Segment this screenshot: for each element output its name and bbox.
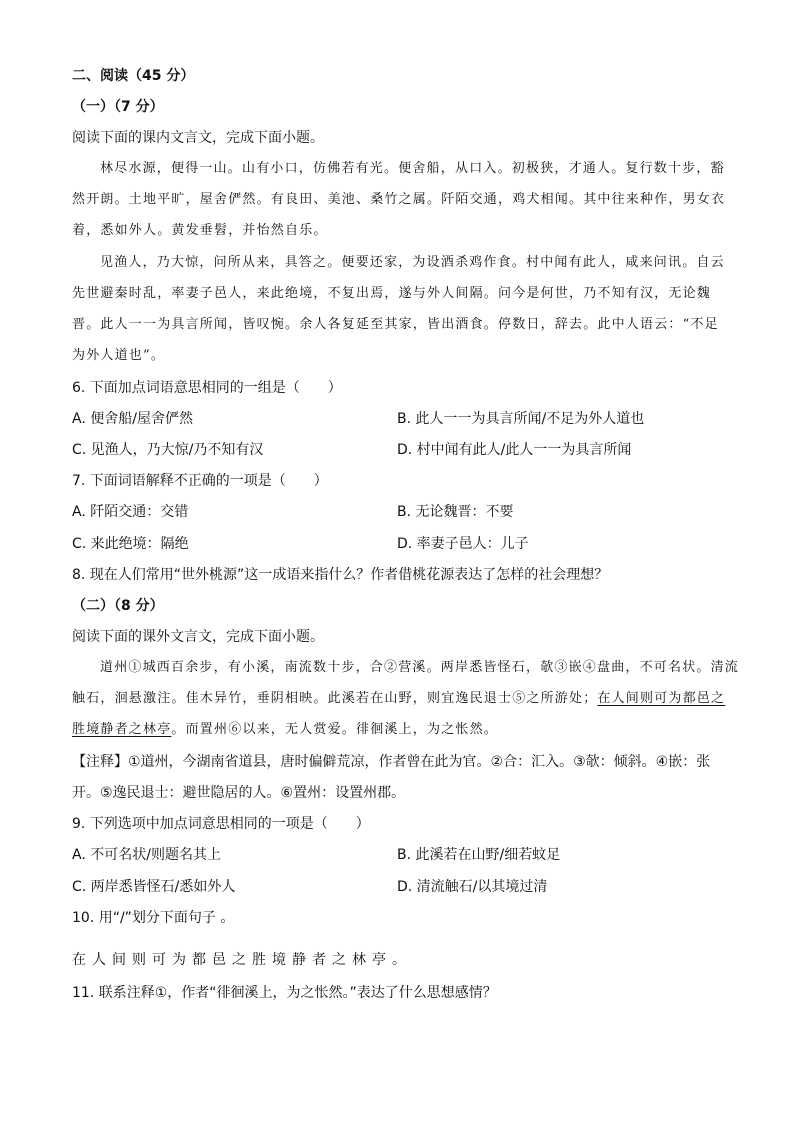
- passage1-line: 着，悉如外人。黄发垂髫，并怡然自乐。: [72, 223, 328, 238]
- part2-heading: （二）（8 分）: [72, 598, 164, 614]
- passage1-line: 为外人道也”。: [72, 348, 166, 363]
- passage1-line: 林尽水源，便得一山。山有小口，仿佛若有光。便舍船，从口入。初极狭，才通人。复行数十步，豁: [100, 161, 725, 176]
- question-8-stem: 8. 现在人们常用“世外桃源”这一成语来指什么？作者借桃花源表达了怎样的社会理想？: [72, 567, 609, 583]
- part1-instruction: 阅读下面的课内文言文，完成下面小题。: [72, 130, 324, 146]
- passage1-line: 晋。此人一一为具言所闻，皆叹惋。余人各复延至其家，皆出酒食。停数日，辞去。此中人语云：“不足: [72, 317, 719, 332]
- part2-instruction: 阅读下面的课外文言文，完成下面小题。: [72, 629, 324, 645]
- question-stem: 6. 下面加点词语意思相同的一组是（ ）: [72, 380, 342, 396]
- option-d: D. 村中闻有此人/此人一一为具言所闻: [397, 442, 632, 458]
- option-b: B. 此人一一为具言所闻/不足为外人道也: [397, 411, 645, 427]
- option-c: C. 两岸悉皆怪石/悉如外人: [72, 879, 236, 895]
- passage2-line: 道州①城西百余步，有小溪，南流数十步，合②营溪。两岸悉皆怪石，欹③嵌④盘曲，不可名状。清流: [100, 660, 740, 675]
- option-c: C. 见渔人，乃大惊/乃不知有汉: [72, 442, 264, 458]
- option-a: A. 阡陌交通：交错: [72, 504, 189, 520]
- option-d: D. 率妻子邑人：儿子: [397, 536, 529, 552]
- passage2-text: 。而置州⑥以来，无人赏爱。徘徊溪上，为之怅然。: [171, 722, 499, 737]
- question-stem: 10. 用“/”划分下面句子 。: [72, 910, 235, 926]
- passage2-text: 触石，洄悬激注。佳木异竹，垂阴相映。此溪若在山野，则宜逸民退士⑤之所游处；: [72, 691, 598, 706]
- question-11-stem: 11. 联系注释①，作者“徘徊溪上，为之怅然。”表达了什么思想感情？: [72, 985, 497, 1001]
- underlined-sentence: 在人间则可为都邑之: [597, 691, 726, 706]
- section-heading: 二、阅读（45 分）: [72, 68, 195, 84]
- option-a: A. 不可名状/则题名其上: [72, 847, 221, 863]
- annotation-line: 开。⑤逸民退士：避世隐居的人。⑥置州：设置州郡。: [72, 785, 406, 801]
- passage1-line: 然开朗。土地平旷，屋舍俨然。有良田、美池、桑竹之属。阡陌交通，鸡犬相闻。其中往来种作，男女衣: [72, 192, 726, 207]
- underlined-sentence: 胜境静者之林亭: [72, 722, 172, 737]
- option-a: A. 便舍船/屋舍俨然: [72, 411, 193, 427]
- passage1-line: 先世避秦时乱，率妻子邑人，来此绝境，不复出焉，遂与外人间隔。问今是何世，乃不知有汉，无论魏: [72, 286, 712, 301]
- passage2-line: [72, 689, 725, 709]
- sentence-to-divide: 在人间则可为都邑之胜境静者之林亭。: [72, 952, 412, 968]
- question-stem: 9. 下列选项中加点词意思相同的一项是（ ）: [72, 816, 370, 832]
- question-stem: 7. 下面词语解释不正确的一项是（ ）: [72, 473, 328, 489]
- passage2-line: [72, 720, 498, 740]
- option-b: B. 无论魏晋：不要: [397, 504, 514, 520]
- annotation-line: 【注释】①道州，今湖南省道县，唐时偏僻荒凉，作者曾在此为官。②合：汇入。③欹：倾斜。④嵌：张: [72, 754, 711, 770]
- passage1-line: 见渔人，乃大惊，问所从来，具答之。便要还家，为设酒杀鸡作食。村中闻有此人，咸来问讯。自云: [100, 255, 725, 270]
- option-d: D. 清流触石/以其境过清: [397, 879, 548, 895]
- option-c: C. 来此绝境：隔绝: [72, 536, 189, 552]
- part1-heading: （一）（7 分）: [72, 99, 164, 115]
- option-b: B. 此溪若在山野/细若蚊足: [397, 847, 561, 863]
